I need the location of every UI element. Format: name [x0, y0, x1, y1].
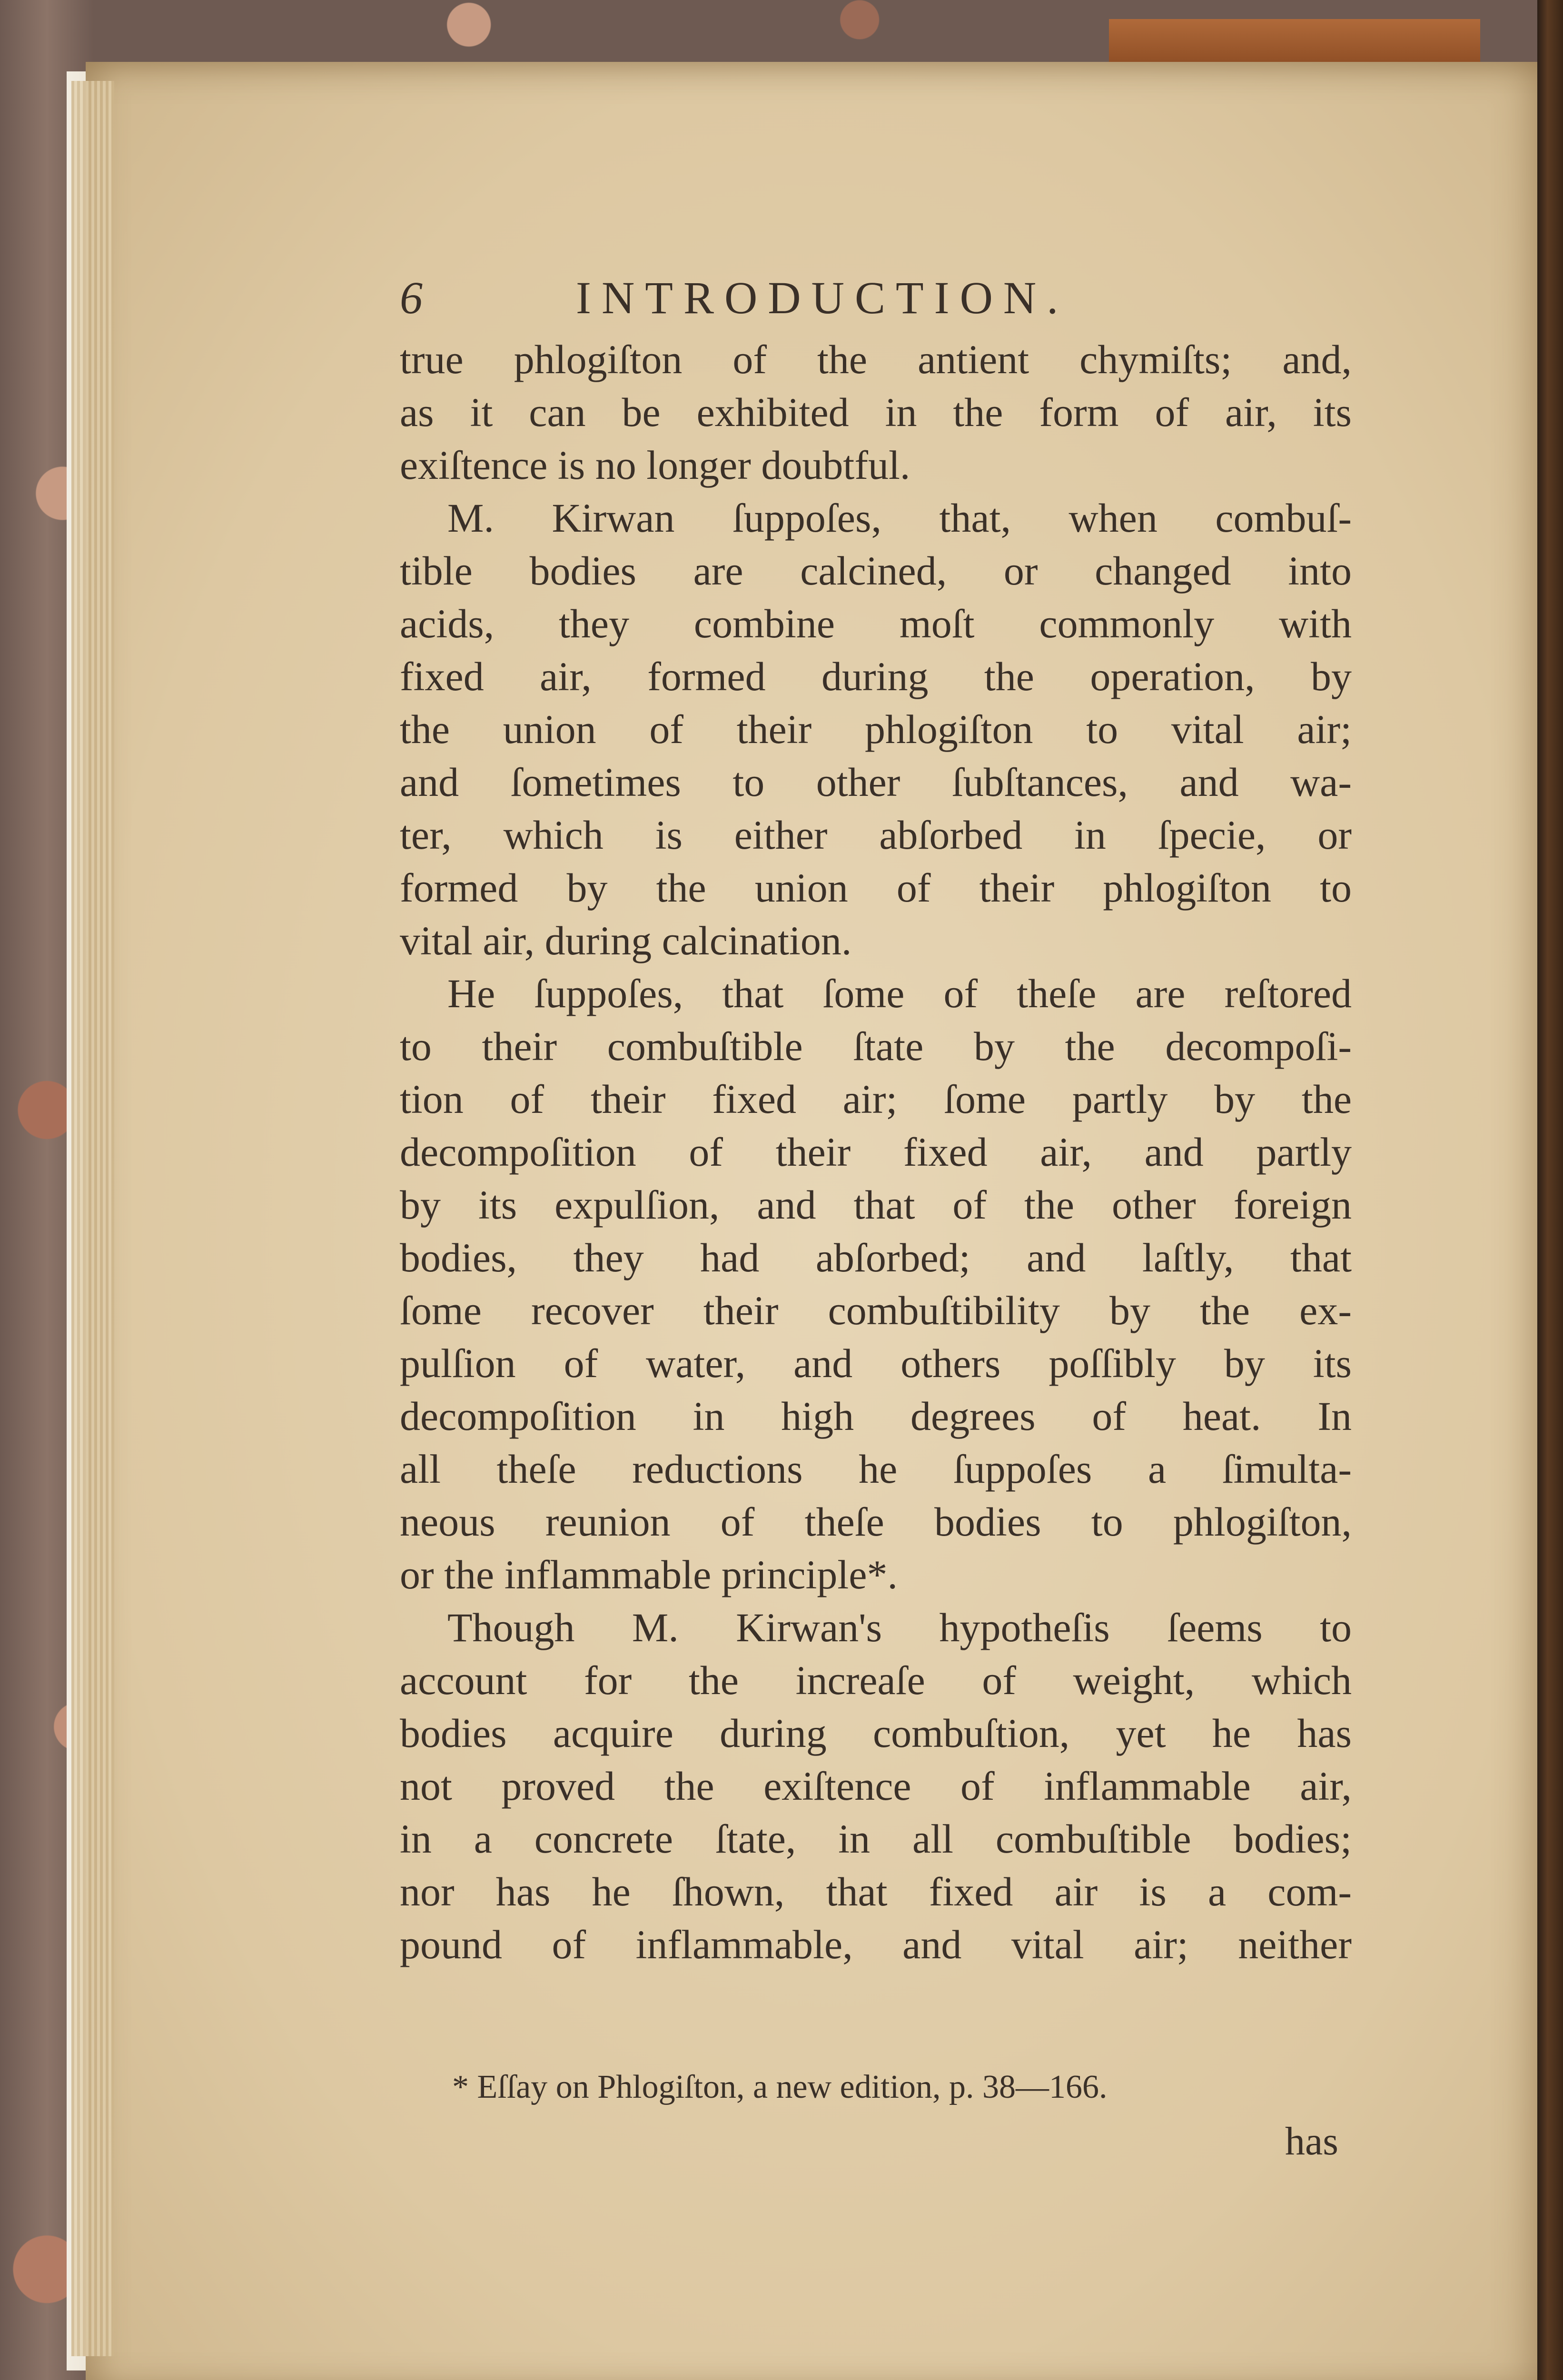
text-line: bodies acquire during combuſtion, yet he has [400, 1710, 1352, 1756]
text-line: ter, which is either abſorbed in ſpecie, or [400, 812, 1352, 858]
text-line: account for the increaſe of weight, which [400, 1657, 1352, 1703]
text-line: by its expulſion, and that of the other foreign [400, 1182, 1352, 1228]
text-line: fixed air, formed during the operation, by [400, 654, 1352, 699]
text-line: ſome recover their combuſtibility by the ex- [400, 1288, 1352, 1333]
text-line: to their combuſtible ſtate by the decompoſi- [400, 1023, 1352, 1069]
text-line: Though M. Kirwan's hypotheſis ſeems to [447, 1605, 1352, 1650]
text-line: not proved the exiſtence of inflammable air, [400, 1763, 1352, 1809]
text-line: M. Kirwan ſuppoſes, that, when combuſ- [447, 495, 1352, 541]
text-line: pulſion of water, and others poſſibly by its [400, 1340, 1352, 1386]
text-line: pound of inflammable, and vital air; neither [400, 1922, 1352, 1967]
running-title: INTRODUCTION. [576, 272, 1069, 323]
page-edges [71, 81, 114, 2356]
text-line: neous reunion of theſe bodies to phlogiſton, [400, 1499, 1352, 1545]
text-line: bodies, they had abſorbed; and laſtly, that [400, 1235, 1352, 1280]
text-line: tion of their fixed air; ſome partly by the [400, 1076, 1352, 1122]
text-line: the union of their phlogiſton to vital air; [400, 706, 1352, 752]
text-line: acids, they combine moſt commonly with [400, 601, 1352, 646]
text-line: decompoſition in high degrees of heat. In [400, 1393, 1352, 1439]
text-line: nor has he ſhown, that fixed air is a com- [400, 1869, 1352, 1914]
text-line: true phlogiſton of the antient chymiſts; and, [400, 337, 1352, 382]
body-text [400, 333, 1352, 1971]
text-line: tible bodies are calcined, or changed into [400, 548, 1352, 594]
page-number: 6 [400, 272, 423, 323]
page-header [400, 267, 1352, 333]
text-line: in a concrete ſtate, in all combuſtible bodies; [400, 1816, 1352, 1862]
text-line: He ſuppoſes, that ſome of theſe are reſtored [447, 971, 1352, 1016]
page-content [400, 267, 1352, 1971]
text-line: or the inflammable principle*. [400, 1552, 898, 1597]
text-line: vital air, during calcination. [400, 918, 852, 963]
text-line: exiſtence is no longer doubtful. [400, 442, 910, 488]
catchword: has [1285, 2119, 1338, 2163]
book-spine [1537, 0, 1563, 2380]
text-line: formed by the union of their phlogiſton to [400, 865, 1352, 911]
text-line: all theſe reductions he ſuppoſes a ſimulta- [400, 1446, 1352, 1492]
text-line: and ſometimes to other ſubſtances, and wa- [400, 759, 1352, 805]
text-line: as it can be exhibited in the form of air, its [400, 389, 1352, 435]
footnote: * Eſſay on Phlogiſton, a new edition, p. 38—166. [452, 2069, 1108, 2105]
text-line: decompoſition of their fixed air, and partly [400, 1129, 1352, 1175]
